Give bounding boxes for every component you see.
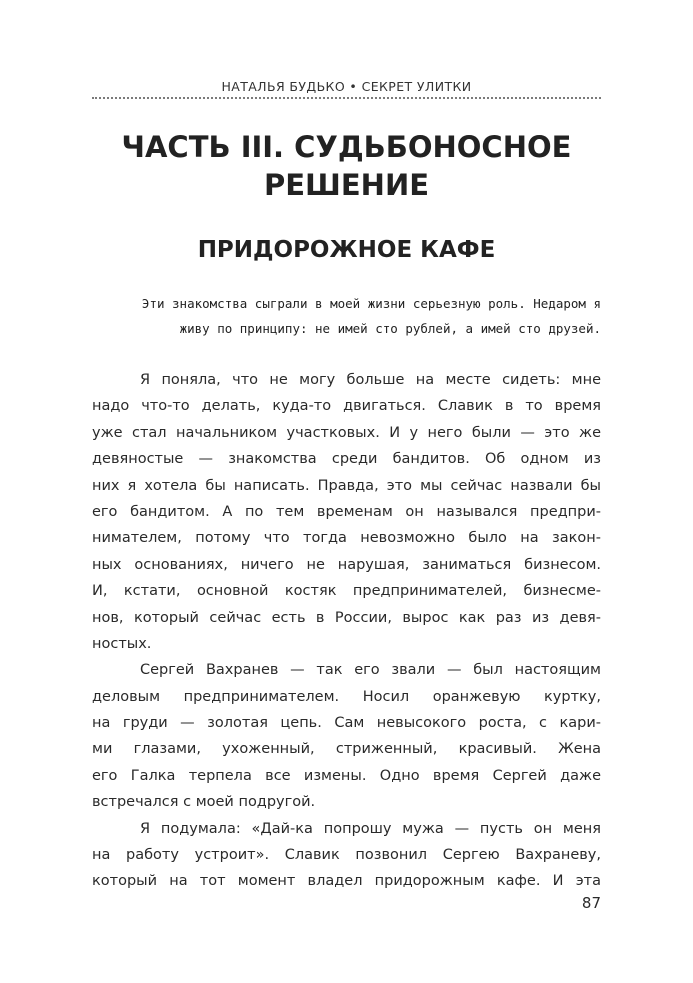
body-text [92, 367, 601, 895]
running-header: НАТАЛЬЯ БУДЬКО • СЕКРЕТ УЛИТКИ [221, 79, 472, 94]
body-line: ностых. [92, 635, 152, 652]
body-line: надо что-то делать, куда-то двигаться. Славик в то время [92, 398, 601, 415]
part-title-line-2: РЕШЕНИЕ [263, 168, 430, 202]
body-line: деловым предпринимателем. Носил оранжевую куртку, [92, 688, 601, 705]
body-line: встречался с моей подругой. [92, 794, 316, 811]
body-line: девяностые — знакомства среди бандитов. Об одном из [92, 451, 601, 468]
chapter-title: ПРИДОРОЖНОЕ КАФЕ [197, 237, 496, 263]
body-line: Я поняла, что не могу больше на месте сидеть: мне [140, 372, 601, 388]
body-line: ми глазами, ухоженный, стриженный, красивый. Жена [92, 741, 601, 758]
body-line: нимателем, потому что тогда невозможно было на закон- [92, 530, 601, 547]
body-line: Сергей Вахранев — так его звали — был настоящим [140, 662, 601, 679]
body-line: уже стал начальником участковых. И у него были — это же [92, 424, 601, 441]
part-title [92, 128, 601, 204]
epigraph [92, 291, 601, 341]
body-line: его Галка терпела все измены. Одно время Сергей даже [92, 767, 601, 784]
part-title-line-1: ЧАСТЬ III. СУДЬБОНОСНОЕ [121, 130, 572, 164]
body-line: И, кстати, основной костяк предпринимателей, бизнесме- [92, 583, 601, 600]
body-line: который на тот момент владел придорожным кафе. И эта [92, 873, 601, 890]
epigraph-line: Эти знакомства сыграли в моей жизни серьезную роль. Недаром я [141, 296, 601, 311]
body-line: на груди — золотая цепь. Сам невысокого роста, с кари- [92, 715, 601, 732]
body-line: них я хотела бы написать. Правда, это мы сейчас назвали бы [92, 477, 601, 494]
body-line: Я подумала: «Дай-ка попрошу мужа — пусть он меня [140, 820, 601, 837]
body-line: на работу устроит». Славик позвонил Сергею Вахраневу, [92, 847, 601, 864]
body-line: нов, который сейчас есть в России, вырос как раз из девя- [92, 609, 601, 626]
header-dotted-rule [92, 97, 601, 99]
body-line: ных основаниях, ничего не нарушая, заниматься бизнесом. [92, 556, 601, 573]
page-number: 87 [581, 894, 601, 912]
epigraph-line: живу по принципу: не имей сто рублей, а имей сто друзей. [179, 321, 601, 336]
body-line: его бандитом. А по тем временам он назывался предпри- [92, 503, 601, 520]
